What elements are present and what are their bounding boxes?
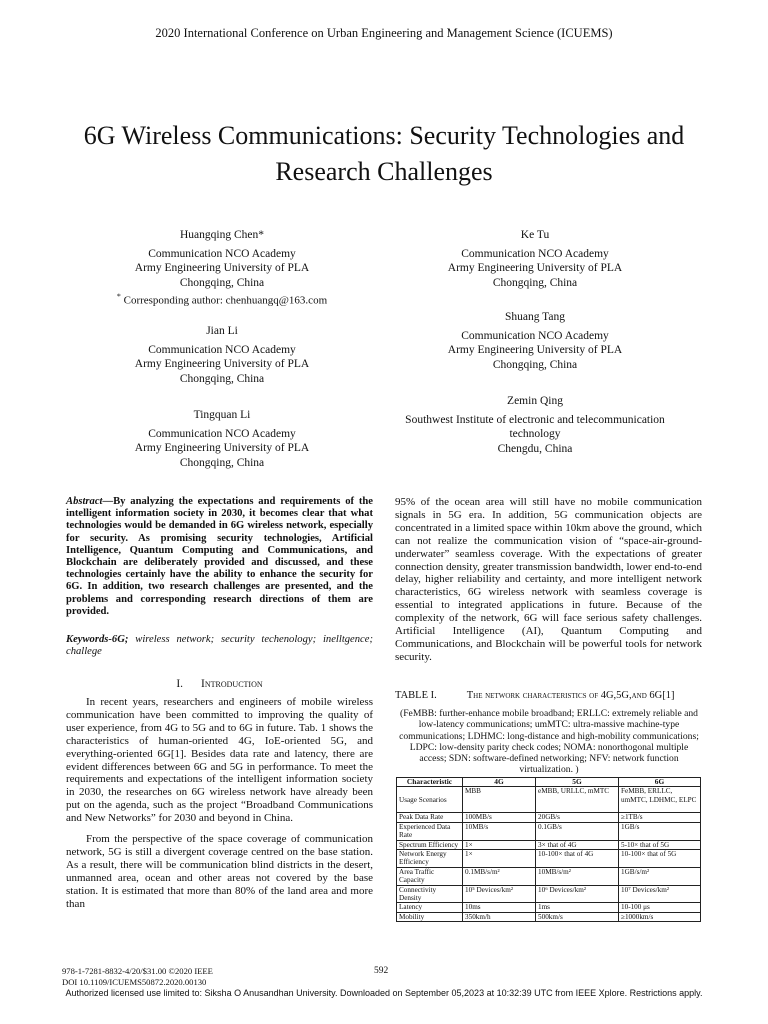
author-affiliation: Army Engineering University of PLA (447, 262, 623, 274)
table-cell: 100MB/s (463, 813, 536, 822)
table-label: TABLE I. (395, 690, 437, 701)
author-affiliation: Army Engineering University of PLA (134, 358, 310, 370)
introduction-text (66, 696, 373, 919)
page-number: 592 (374, 966, 389, 976)
abstract-text: By analyzing the expectations and requirements of the intelligent information society in 2030, it becomes clear that what technologies would be demanded in 6G wireless network, especially for security. As promising security technologies, Artificial Intelligence, Quantum Computing and Communications, and Blockchain are deliberately provided and discussed, and these technologies certainly have the ability to enhance the security for 6G. In addition, two research challenges are presented, and the problems and corresponding research directions of them are provided. (66, 496, 373, 617)
table-cell: Latency (397, 903, 463, 912)
section-number: I. (176, 678, 184, 690)
table-header-cell: 4G (463, 778, 536, 787)
author-name: Jian Li (206, 325, 238, 337)
author-affiliation: Army Engineering University of PLA (447, 344, 623, 356)
author-name: Tingquan Li (193, 409, 251, 421)
abstract-lead: Abstract (66, 496, 103, 507)
table-cell: 10-100 μs (619, 903, 701, 912)
author-affiliation: Army Engineering University of PLA (134, 442, 310, 454)
author-name: Zemin Qing (507, 395, 563, 407)
table-cell: 10⁶ Devices/km² (536, 885, 619, 903)
corresponding-email: chenhuangq@163.com (225, 294, 328, 307)
section-heading (66, 678, 373, 690)
author-location: Chongqing, China (179, 372, 265, 385)
author-affiliation: Communication NCO Academy (148, 343, 296, 356)
author-location: Chongqing, China (492, 276, 578, 289)
table-cell: 500km/s (536, 912, 619, 921)
table-cell: 10ms (463, 903, 536, 912)
network-characteristics-table (396, 777, 701, 922)
table-row (397, 850, 701, 868)
table-cell: 3× that of 4G (536, 840, 619, 849)
table-cell: ≥1TB/s (619, 813, 701, 822)
author-affiliation: Communication NCO Academy (148, 247, 296, 260)
table-header-row (397, 778, 701, 787)
table-row (397, 885, 701, 903)
author-location: Chongqing, China (492, 358, 578, 371)
footer-identifiers (62, 966, 213, 987)
author-affiliation: Army Engineering University of PLA (134, 262, 310, 274)
keywords-text: wireless network; security techenology; inelltgence; challege (66, 634, 373, 658)
author-block (92, 408, 352, 470)
table-row (397, 903, 701, 912)
table-cell: FeMBB, ERLLC, umMTC, LDHMC, ELPC (619, 787, 701, 813)
corresponding-label: Corresponding author: (123, 294, 223, 307)
table-cell: eMBB, URLLC, mMTC (536, 787, 619, 813)
author-block (92, 228, 352, 308)
author-location: Chongqing, China (179, 456, 265, 469)
table-row (397, 813, 701, 822)
table-cell: 1GB/s/m² (619, 867, 701, 885)
author-affiliation: Southwest Institute of electronic and telecommunication (405, 413, 665, 426)
table-header-cell: 6G (619, 778, 701, 787)
table-row (397, 787, 701, 813)
section-title: Introduction (201, 678, 263, 690)
table-cell: 10-100× that of 4G (536, 850, 619, 868)
paper-title: 6G Wireless Communications: Security Technologies and Research Challenges (83, 121, 685, 186)
author-block (405, 228, 665, 290)
isbn-line: 978-1-7281-8832-4/20/$31.00 ©2020 IEEE (62, 966, 213, 976)
table-row (397, 840, 701, 849)
table-header-cell: 5G (536, 778, 619, 787)
author-affiliation: technology (509, 428, 561, 440)
abstract (66, 496, 373, 618)
table-row (397, 912, 701, 921)
table-cell: 1× (463, 850, 536, 868)
table-row (397, 867, 701, 885)
table-cell: Usage Scenarios (397, 787, 463, 813)
table-caption (395, 690, 702, 701)
table-cell: 350km/h (463, 912, 536, 921)
author-location: Chongqing, China (179, 276, 265, 289)
table-cell: 0.1GB/s (536, 822, 619, 840)
table-cell: 20GB/s (536, 813, 619, 822)
table-cell: 10⁷ Devices/km² (619, 885, 701, 903)
author-affiliation: Communication NCO Academy (461, 247, 609, 260)
table-cell: 10⁵ Devices/km² (463, 885, 536, 903)
keywords-label: Keywords-6G; (66, 634, 129, 645)
author-name: Shuang Tang (505, 311, 565, 323)
author-affiliation: Communication NCO Academy (148, 427, 296, 440)
table-cell: ≥1000km/s (619, 912, 701, 921)
corresponding-mark: * (116, 292, 121, 301)
author-block (92, 324, 352, 386)
author-block (385, 394, 685, 456)
table-cell: Experienced Data Rate (397, 822, 463, 840)
table-cell: 5-10× that of 5G (619, 840, 701, 849)
table-header-cell: Characteristic (397, 778, 463, 787)
table-cell: Area Traffic Capacity (397, 867, 463, 885)
paragraph: In recent years, researchers and engineers of mobile wireless communication have been committed to improving the quality of user experience, from 4G to 5G and to 6G in future. Tab. 1 shows the characteristics of human-oriented 4G, IoE-oriented 5G, and everything-oriented 6G[1]. Besides data rate and latency, there are evident differences between 6G and 5G in performance. To meet the requirements and expectations of the intelligent information society in 2030, the researches on 6G wireless network have already been put on the agenda, such as the project “Broadband Communications and New Networks” for 2030 and beyond in China. (66, 696, 373, 825)
keywords (66, 634, 373, 658)
author-name: Ke Tu (520, 229, 550, 241)
table-cell: 1GB/s (619, 822, 701, 840)
table-cell: 0.1MB/s/m² (463, 867, 536, 885)
right-column-text (395, 496, 702, 664)
table-cell: 10MB/s/m² (536, 867, 619, 885)
table-cell: 10-100× that of 5G (619, 850, 701, 868)
author-name: Huangqing Chen* (179, 229, 264, 241)
abstract-dash: — (102, 496, 114, 507)
table-cell: Peak Data Rate (397, 813, 463, 822)
table-cell: Connectivity Density (397, 885, 463, 903)
table-row (397, 822, 701, 840)
table-title: The network characteristics of 4G,5G,and 6G[1] (466, 690, 675, 701)
table-cell: 10MB/s (463, 822, 536, 840)
table-cell: 1ms (536, 903, 619, 912)
table-cell: Spectrum Efficiency (397, 840, 463, 849)
table-cell: 1× (463, 840, 536, 849)
corresponding-author (92, 290, 352, 308)
table-note: (FeMBB: further-enhance mobile broadband; ERLLC: extremely reliable and low-latency communications; umMTC: ultra-massive machine-type communications; LDHMC: long-distance and high-mobility communications; LDPC: low-density parity check codes; NOMA: nonorthogonal multiple access; SDN: software-defined networking; NFV: network function virtualization. ) (399, 708, 699, 776)
paragraph: 95% of the ocean area will still have no mobile communication signals in 5G era. In addition, 5G communication objects are concentrated in a limited space within 10km above the ground, which can not realize the communication vision of “space-air-ground-underwater” seamless coverage. With the expectations of greater connection density, greater transmission bandwidth, lower end-to-end delay, higher reliability and certainty, and more intelligent network characteristics, 6G wireless network with seamless coverage is essential to integrated applications in future. Because of the complexity of the network, 6G will face serious safety challenges. Artificial Intelligence (AI), Quantum Computing and Communications, and Blockchain will be powerful tools for network security. (395, 496, 702, 663)
doi-link[interactable]: DOI 10.1109/ICUEMS50872.2020.00130 (62, 976, 207, 987)
author-block (405, 310, 665, 372)
author-location: Chengdu, China (497, 442, 573, 455)
table-cell: MBB (463, 787, 536, 813)
table-cell: Network Energy Efficiency (397, 850, 463, 868)
conference-header: 2020 International Conference on Urban Engineering and Management Science (ICUEMS) (155, 26, 613, 40)
author-affiliation: Communication NCO Academy (461, 329, 609, 342)
table-cell: Mobility (397, 912, 463, 921)
paragraph: From the perspective of the space coverage of communication network, 5G is still a divergent coverage centred on the base station. As a result, there will be communication blind districts in the desert, unmanned area, ocean and other areas not covered by the base station. It is estimated that more than 80% of the land area and more than (66, 833, 373, 910)
license-notice: Authorized licensed use limited to: Siksha O Anusandhan University. Downloaded on September 05,2023 at 10:32:39 UTC from IEEE Xplore. Restrictions apply. (65, 988, 703, 998)
